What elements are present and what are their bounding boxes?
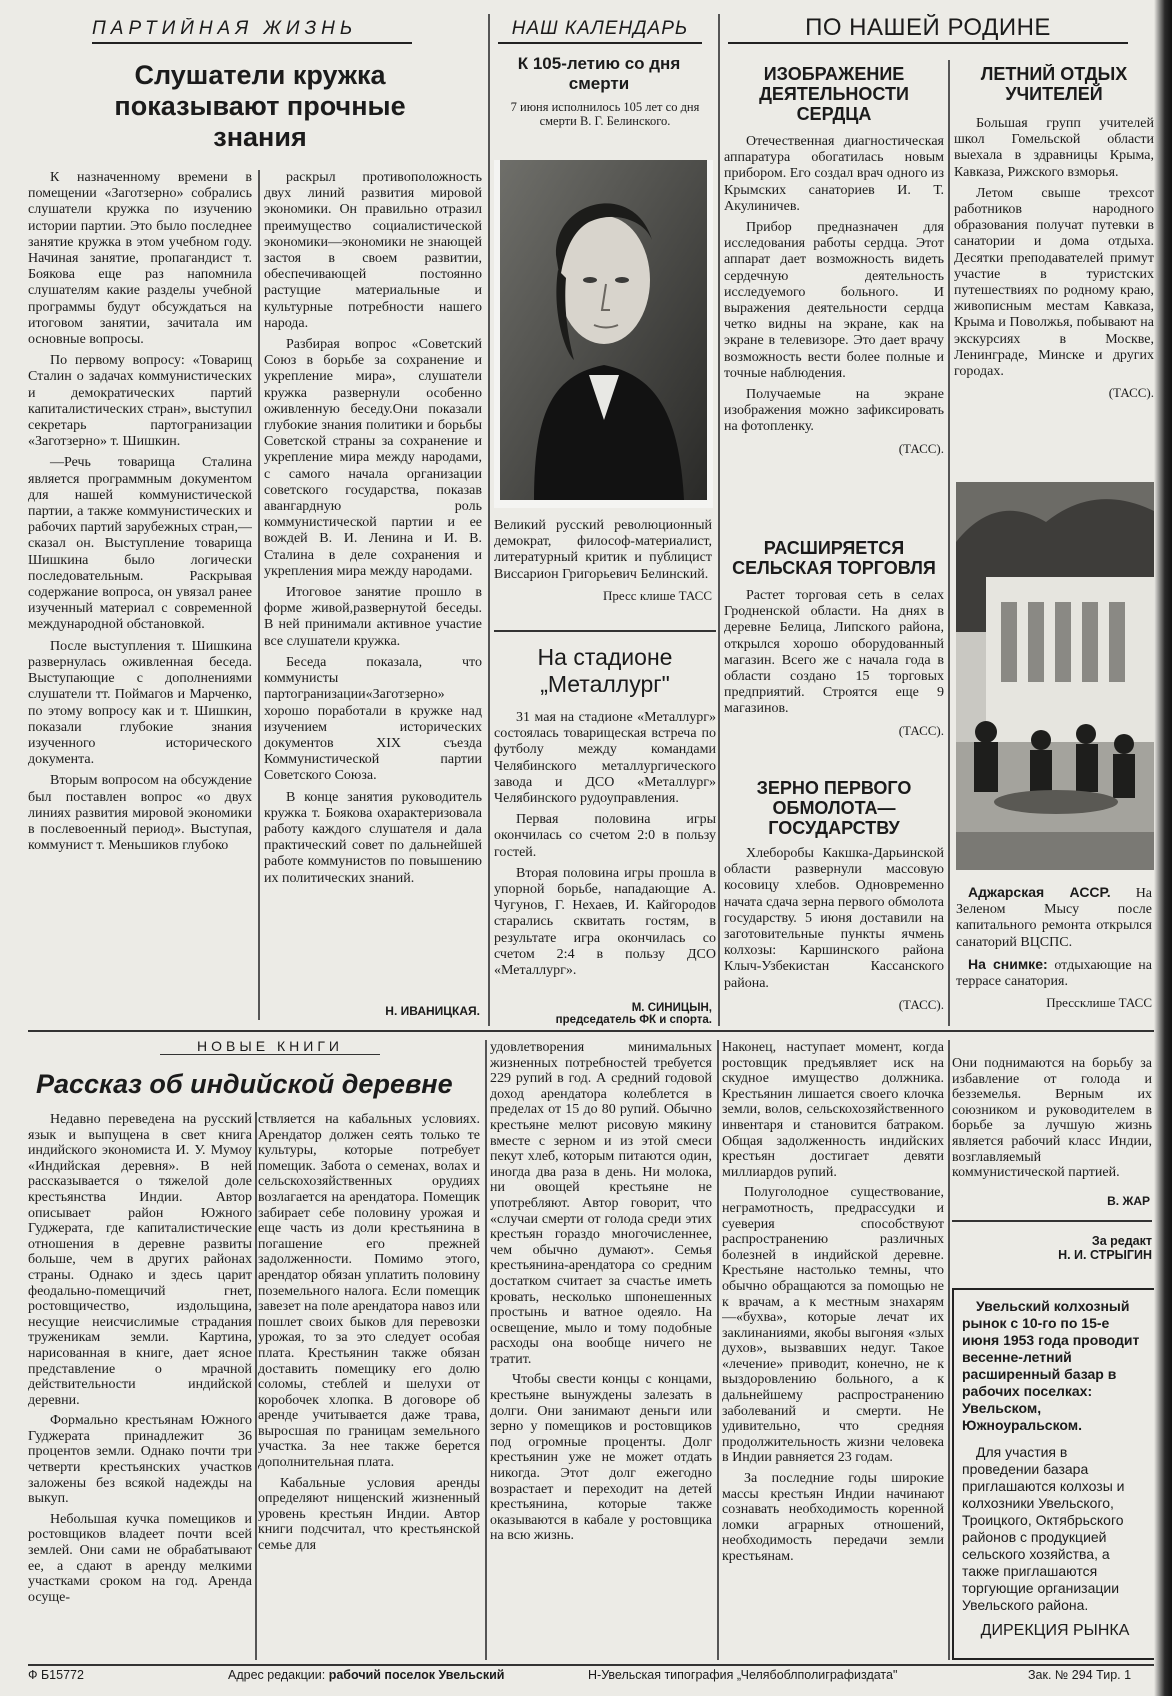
- article-circle-col2: [264, 170, 482, 998]
- paragraph: Большая групп учителей школ Гомельской области выехала в здравницы Крыма, Кавказа, Рижского взморья.: [954, 116, 1154, 180]
- column-rule: [255, 1112, 257, 1660]
- article-circle-col1: [28, 170, 252, 1018]
- trade-article: [724, 588, 944, 756]
- paragraph: За последние годы широкие массы крестьян Индии начинают сознавать необходимость коренной ломки аграрных отношений, необходимость передачи земли крестьянам.: [722, 1471, 944, 1564]
- signature-zhar: В. ЖАР: [1107, 1194, 1150, 1208]
- paragraph: —Речь товарища Сталина является программным документом для нашей коммунистической партии, а также коммунистических и рабочих партий зарубежных стран,—сказал он. Выступление товарища Шишкина было логически последовательным. Раскрывая содержание вопроса, он увязал ранее изученный материал с современной международной обстановкой.: [28, 455, 252, 633]
- paragraph: Хлеборобы Какшка-Дарьинской области развернули массовую косовицу хлебов. Одновременно начата сдача зерна первого обмолота государству. 5 июня доставили на заготовительные пункты ячмень колхозы: Каршинского района Клыч-Узбекистан Кассанского района.: [724, 846, 944, 991]
- teachers-title: ЛЕТНИЙ ОТДЫХ УЧИТЕЛЕЙ: [980, 64, 1128, 104]
- footer-code: Ф Б15772: [28, 1668, 84, 1682]
- paragraph: По первому вопросу: «Товарищ Сталин о задачах коммунистических и демократических партий капиталистических стран», выступил секретарь партогранизации «Заготзерно» т. Шишкин.: [28, 353, 252, 450]
- column-rule: [258, 170, 260, 1020]
- paragraph: ствляется на кабальных условиях. Арендатор должен сеять только те культуры, которые потребует помещик. Забота о семенах, волах и сельскохозяйственных орудиях возлагается на арендатора. Помещик забирает себе половину урожая и еще часть из доли крестьянина в погашение его прежней задолженности. Помимо этого, арендатор обязан уплатить половину поземельного налога. Если помещик завезет на поле арендатора навоз или пошлет своих быков для перевозки урожая, то за это следует особая плата. Крестьянин также обязан доставить помещику его долю соломы, стеблей и шелухи от коробочек хлопка. В договоре об аренде учитывается даже трава, выросшая по границам земельного участка. За нее также берется дополнительная плата.: [258, 1112, 480, 1471]
- editor-label: За редакт: [1091, 1234, 1152, 1248]
- note-text: отдыхающие на террасе санатория.: [956, 957, 1152, 990]
- caption-text: Великий русский революционный демократ, философ-материалист, литературный критик и публицист Виссарион Григорьевич Белинский.: [494, 518, 712, 582]
- scan-edge-shadow: [1154, 0, 1172, 1696]
- sanatorium-caption: [956, 884, 1152, 1020]
- paragraph: Небольшая кучка помещиков и ростовщиков владеет почти всей землей. Они сами не обрабатывают ее, а сдают в аренду мелкими участками сроком на год. Аренда осуще-: [28, 1511, 252, 1605]
- tass-credit: (ТАСС).: [898, 722, 944, 738]
- paragraph: Кабальные условия аренды определяют нищенский жизненный уровень крестьян Индии. Автор книги подсчитал, что крестьянской семье для: [258, 1475, 480, 1554]
- paragraph: Разбирая вопрос «Советский Союз в борьбе за сохранение и укрепление мира», слушатели кружка развернули особенно оживленную беседу.Они показали глубокие знания политики и борьбы Советской страны за сохранение и укрепление мира между народами, с самого начала организации советского государства, показав авангардную роль коммунистической партии и ее вождей В. И. Ленина и И. В. Сталина в деле сохранения и укрепления мира между народами.: [264, 337, 482, 579]
- section-divider: [28, 1030, 1158, 1032]
- rubric-homeland: ПО НАШЕЙ РОДИНЕ: [728, 14, 1128, 50]
- market-text: Увельский колхозный рынок с 10-го по 15-е июня 1953 года проводит весенне-летний расширенный базар в рабочих поселках: Увельском, Южноуральском.: [962, 1298, 1140, 1433]
- section-rule: [494, 630, 716, 632]
- column-rule: [948, 1040, 950, 1660]
- article-title-circle: [90, 60, 430, 164]
- sanatorium-photo: [956, 482, 1156, 870]
- calendar-lead: 7 июня исполнилось 105 лет со дня смерти В. Г. Белинского.: [510, 100, 700, 128]
- rubric-party-text: ПАРТИЙНАЯ ЖИЗНЬ: [92, 18, 412, 44]
- paragraph: После выступления т. Шишкина развернулась оживленная беседа. Выступающие с дополнениями слушатели тт. Поймагов и Марченко, по этому вопросу как и т. Шишкин, показали глубокие знания изученного исторического документа.: [28, 638, 252, 768]
- heart-title: ИЗОБРАЖЕНИЕ ДЕЯТЕЛЬНОСТИ СЕРДЦА: [759, 64, 909, 124]
- press-credit: Прессклише ТАСС: [1046, 995, 1152, 1011]
- column-rule: [717, 1040, 719, 1660]
- portrait-caption: [494, 518, 712, 618]
- column-rule: [485, 1040, 487, 1660]
- heart-article: [724, 134, 944, 496]
- paragraph: Недавно переведена на русский язык и выпущена в свет книга индийского экономиста И. У. Мумоу «Индийская деревня». В ней рассказывается о тяжелой доле крестьянства Индии. Автор описывает район Южного Гуджерата, где капиталистические отношения в деревне развиты больше, чем в других районах страны. Однако и здесь царит феодально-помещичий гнет, ростовщичество, издольщина, несущие неисчислимые страдания труженикам земли. Картина, нарисованная в книге, дает ясное представление о мрачной действительности индийской деревни.: [28, 1112, 252, 1408]
- paragraph: Наконец, наступает момент, когда ростовщик предъявляет иск на скудное имущество должника. Крестьянин лишается своего клочка земли, волов, сельскохозяйственного инвентаря и становится батраком. Общая задолженность индийских крестьян достигает девяти миллиардов рупий.: [722, 1040, 944, 1180]
- editor-name: Н. И. СТРЫГИН: [1058, 1248, 1152, 1262]
- signature-sinitsyn: М. СИНИЦЫН, председатель ФК и спорта.: [555, 1002, 712, 1026]
- market-sign: ДИРЕКЦИЯ РЫНКА: [980, 1622, 1130, 1639]
- stadium-title: На стадионе „Металлург": [537, 644, 673, 697]
- paragraph: Прибор предназначен для исследования работы сердца. Этот аппарат дает возможность видеть сердечную деятельность исследуемого больного. И выражения деятельности сердца четко видны на экране, как на экране в телевизоре. Это дает врачу возможность вести более полные и точные наблюдения.: [724, 220, 944, 381]
- book-col3: [490, 1040, 712, 1660]
- book-col5: [952, 1056, 1152, 1188]
- belinsky-portrait: [494, 160, 713, 508]
- rubric-calendar-text: НАШ КАЛЕНДАРЬ: [498, 18, 702, 44]
- paragraph: Летом свыше трехсот работников народного образования получат путевки в санатории и дома отдыха. Десятки преподавателей примут участие в туристских путешествиях по родному краю, живописным местам Кавказа, Крыма и Поволжья, побывают на экскурсиях в Москве, Ленинграде, Минске и других городах.: [954, 185, 1154, 380]
- book-col2: [258, 1112, 480, 1660]
- footer: [28, 1668, 1152, 1690]
- column-rule: [488, 14, 490, 1026]
- paragraph: Беседа показала, что коммунисты партогранизации«Заготзерно» хорошо поработали в кружке над изучением исторических документов XIX съезда Коммунистической партии Советского Союза.: [264, 654, 482, 784]
- grain-article: [724, 846, 944, 1022]
- book-col4: [722, 1040, 944, 1660]
- paragraph: Итоговое занятие прошло в форме живой,развернутой беседы. В ней принимали активное участие все слушатели кружка.: [264, 585, 482, 649]
- paragraph: В конце занятия руководитель кружка т. Боякова охарактеризовала работу каждого слушателя и дала практический совет по дальнейшей работе коммунистов по повышению их политических знаний.: [264, 789, 482, 886]
- signature-ivanitskaya: Н. ИВАНИЦКАЯ.: [385, 1004, 480, 1018]
- caption-bold: Аджарская АССР.: [968, 884, 1111, 900]
- paragraph: удовлетворения минимальных жизненных потребностей требуется 229 рупий в год. А средний годовой доход арендатора колеблется в пределах от 15 до 80 рупий. Обычно крестьяне мелют рисовую мякину вместе с зерном и из этой смеси пекут хлеб, которым питаются один, иногда два раза в день. Ни молока, ни овощей крестьяне не употребляют. Автор говорит, что «случаи смерти от голода среди этих крестьян гораздо многочисленнее, чем обычно думают». Семья крестьянина-арендатора со средним достатком считает за счастье иметь кровать, несколько шпонешенных простынь и ватное одеяло. На освещение, мыло и тому подобные расходы она вообще ничего не тратит.: [490, 1040, 712, 1367]
- paragraph: К назначенному времени в помещении «Заготзерно» собрались слушатели кружка по изучению истории партии. Это было последнее занятие кружка в этом учебном году. Начиная занятие, пропагандист т. Боякова еще раз напомнила слушателям какие разделы учебной программы будут обсуждаться на итоговом занятии, зачитала им основные вопросы.: [28, 170, 252, 348]
- paragraph: Вторым вопросом на обсуждение был поставлен вопрос «о двух линиях развития мировой экономики в послевоенный период». Выступая, коммунист т. Меньшиков глубоко: [28, 773, 252, 854]
- paragraph: Формально крестьянам Южного Гуджерата принадлежит 36 процентов земли. Однако почти три четверти крестьянских участков заложены без всякой надежды на выкуп.: [28, 1413, 252, 1507]
- paragraph: Отечественная диагностическая аппаратура обогатилась новым прибором. Его создал врач одного из Крымских санаториев И. Т. Акулиничев.: [724, 134, 944, 214]
- book-title: Рассказ об индийской деревне: [36, 1069, 453, 1099]
- note-bold: На снимке:: [968, 955, 1048, 972]
- footer-printer: Н-Увельская типография „Челябоблполиграфиздата": [588, 1668, 898, 1682]
- column-rule: [948, 60, 950, 1026]
- footer-order: Зак. № 294 Тир. 1: [1028, 1668, 1132, 1682]
- rubric-party-life: [92, 18, 412, 48]
- caption-text: На Зеленом Мысу после капитального ремонта открылся санаторий ВЦСПС.: [956, 886, 1152, 950]
- column-rule: [718, 14, 720, 1026]
- teachers-article: [954, 116, 1154, 432]
- rubric-calendar: [498, 18, 702, 48]
- section-rule: [952, 1220, 1152, 1222]
- tass-credit: (ТАСС).: [898, 996, 944, 1012]
- sanatorium-illustration: [956, 482, 1156, 870]
- grain-title: ЗЕРНО ПЕРВОГО ОБМОЛОТА— ГОСУДАРСТВУ: [756, 778, 912, 838]
- paragraph: Получаемые на экране изображения можно зафиксировать на фотопленку.: [724, 387, 944, 435]
- paragraph: Чтобы свести концы с концами, крестьяне вынуждены залезать в долги. Они занимают деньги или зерно у помещиков и ростовщиков под огромные проценты. Долг крестьянин уже не может отдать никогда. Этот долг ежегодно возрастает и переходит на детей крестьянина, которые также оказываются в кабале у ростовщика на всю жизнь.: [490, 1372, 712, 1544]
- paragraph: 31 мая на стадионе «Металлург» состоялась товарищеская встреча по футболу между командами Челябинского металлургического завода и ДСО «Металлург» Челябинского рудоуправления.: [494, 710, 716, 807]
- footer-rule: [28, 1664, 1158, 1666]
- stadium-article: [494, 710, 716, 1006]
- paragraph: раскрыл противоположность двух линий развития мировой экономики. Он правильно отразил преимущество социалистической экономики—экономики не знающей застоя в своем развитии, обеспечивающей постоянно растущие материальные и культурные потребности нашего народа.: [264, 170, 482, 331]
- trade-title: РАСШИРЯЕТСЯ СЕЛЬСКАЯ ТОРГОВЛЯ: [732, 538, 936, 578]
- market-notice: [952, 1288, 1154, 1660]
- footer-address: Адрес редакции: рабочий поселок Увельский: [228, 1668, 505, 1682]
- portrait-illustration: [494, 160, 713, 508]
- paragraph: Растет торговая сеть в селах Гродненской области. На днях в деревне Белица, Липского района, открылся хорошо оборудованный магазин. Всего же с начала года в области создано 15 торговых предприятий. Строятся еще 9 магазинов.: [724, 588, 944, 717]
- paragraph: Они поднимаются на борьбу за избавление от голода и безземелья. Верным их союзником и руководителем в борьбе за лучшую жизнь является рабочий класс Индии, возглавляемый коммунистической партией.: [952, 1056, 1152, 1181]
- paragraph: Полуголодное существование, неграмотность, предрассудки и суеверия способствуют распространению различных болезней в индийской деревне. Крестьяне настолько темны, что обычно обращаются за помощью не к врачам, а к местным знахарям—«бухва», которые лечат их заклинаниями, якобы выгоняя «злых духов», вызвавших недуг. Такое «лечение» приводит, конечно, не к выздоровлению больного, а к дальнейшему распространению заболеваний и смерти. Не удивительно, что средняя продолжительность жизни человека в Индии равняется 23 годам.: [722, 1185, 944, 1466]
- tass-credit: (ТАСС).: [1108, 385, 1154, 401]
- press-credit: Пресс клише ТАСС: [603, 587, 712, 603]
- calendar-title: К 105-летию со дня смерти: [517, 54, 681, 93]
- article-title: Слушатели кружка показывают прочные знания: [114, 60, 406, 152]
- editor-block: [1000, 1234, 1152, 1274]
- rubric-new-books: НОВЫЕ КНИГИ: [160, 1038, 380, 1062]
- market-text: Для участия в проведении базара приглашаются колхозы и колхозники Увельского, Троицкого, Октябрьского районов с продукцией сельского хозяйства, а также приглашаются торгующие организации Увельского района.: [962, 1444, 1125, 1613]
- paragraph: Вторая половина игры прошла в упорной борьбе, нападающие А. Чугунов, Г. Нехаев, И. Кайгородов старались сквитать гостям, в результате игра окончилась со счетом 2:4 в пользу ДСО «Металлург».: [494, 865, 716, 979]
- paragraph: Первая половина игры окончилась со счетом 2:0 в пользу гостей.: [494, 812, 716, 860]
- book-col1: [28, 1112, 252, 1660]
- tass-credit: (ТАСС).: [898, 440, 944, 456]
